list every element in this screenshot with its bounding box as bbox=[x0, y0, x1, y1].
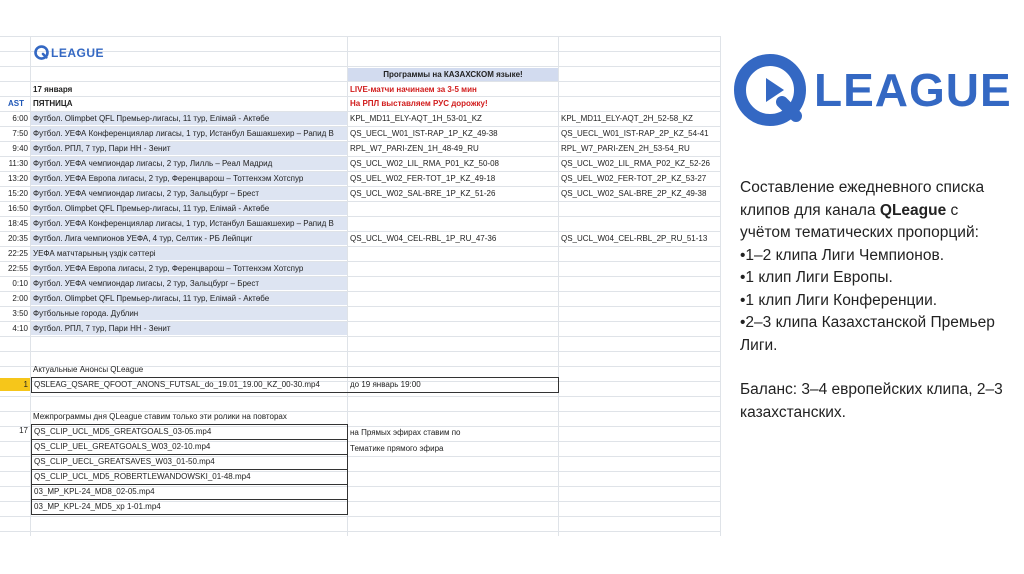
row-clip-2[interactable]: QS_UCL_W04_CEL-RBL_2P_RU_51-13 bbox=[561, 234, 708, 243]
row-clip-2[interactable]: KPL_MD11_ELY-AQT_2H_52-58_KZ bbox=[561, 114, 693, 123]
row-time[interactable]: 3:50 bbox=[12, 309, 28, 318]
grid-col-line bbox=[558, 36, 559, 536]
row-time[interactable]: 7:50 bbox=[12, 129, 28, 138]
row-title[interactable]: Футбол. УЕФА чемпиондар лигасы, 2 тур, Лилль – Реал Мадрид bbox=[31, 157, 347, 170]
grid-row-line bbox=[0, 51, 720, 52]
anons-num[interactable]: 1 bbox=[0, 378, 30, 391]
qleague-q-icon bbox=[34, 45, 49, 60]
timezone-cell: AST bbox=[8, 99, 24, 108]
spreadsheet bbox=[0, 36, 720, 536]
qleague-small-logo bbox=[34, 45, 104, 60]
grid-row-line bbox=[0, 36, 720, 37]
clip-item[interactable]: 03_MP_KPL-24_MD5_xp 1-01.mp4 bbox=[34, 502, 161, 511]
row-clip-1[interactable]: QS_UCL_W02_SAL-BRE_1P_KZ_51-26 bbox=[350, 189, 496, 198]
grid-row-line bbox=[0, 81, 720, 82]
row-time[interactable]: 11:30 bbox=[8, 159, 28, 168]
clip-item[interactable]: QS_CLIP_UCL_MD5_ROBERTLEWANDOWSKI_01-48.mp4 bbox=[34, 472, 251, 481]
desc-balance: Баланс: 3–4 европейских клипа, 2–3 казахстанских. bbox=[740, 381, 1003, 421]
grid-row-line bbox=[0, 396, 720, 397]
grid-row-line bbox=[0, 66, 720, 67]
grid-row-line bbox=[0, 351, 720, 352]
row-title[interactable]: Футбол. УЕФА чемпиондар лигасы, 2 тур, Зальцбург – Брест bbox=[31, 277, 347, 290]
row-clip-2[interactable]: QS_UCL_W02_SAL-BRE_2P_KZ_49-38 bbox=[561, 189, 707, 198]
row-clip-2[interactable]: RPL_W7_PARI-ZEN_2H_53-54_RU bbox=[561, 144, 690, 153]
row-time[interactable]: 2:00 bbox=[12, 294, 28, 303]
live-note: LIVE-матчи начинаем за 3-5 мин bbox=[350, 85, 477, 94]
row-clip-1[interactable]: RPL_W7_PARI-ZEN_1H_48-49_RU bbox=[350, 144, 479, 153]
row-title[interactable]: Футбольные города. Дублин bbox=[31, 307, 347, 320]
row-clip-1[interactable]: QS_UCL_W04_CEL-RBL_1P_RU_47-36 bbox=[350, 234, 497, 243]
grid-row-line bbox=[0, 531, 720, 532]
desc-bullet: •1 клип Лиги Европы. bbox=[740, 269, 893, 286]
desc-bullet: •1 клип Лиги Конференции. bbox=[740, 291, 938, 309]
row-clip-1[interactable]: QS_UCL_W02_LIL_RMA_P01_KZ_50-08 bbox=[350, 159, 499, 168]
row-title[interactable]: Футбол. УЕФА Европа лигасы, 2 тур, Ференцварош – Тоттенхэм Хотспур bbox=[31, 262, 347, 275]
clip-item[interactable]: QS_CLIP_UCL_MD5_GREATGOALS_03-05.mp4 bbox=[34, 427, 212, 436]
inter-note-1: на Прямых эфирах ставим по bbox=[350, 428, 461, 437]
row-clip-1[interactable]: QS_UEL_W02_FER-TOT_1P_KZ_49-18 bbox=[350, 174, 496, 183]
weekday-cell: ПЯТНИЦА bbox=[33, 99, 73, 108]
anons-until[interactable]: до 19 январь 19:00 bbox=[350, 380, 421, 389]
inter-note-2: Тематике прямого эфира bbox=[350, 444, 444, 453]
anons-header: Актуальные Анонсы QLeague bbox=[33, 365, 144, 374]
row-clip-2[interactable]: QS_UECL_W01_IST-RAP_2P_KZ_54-41 bbox=[561, 129, 709, 138]
row-time[interactable]: 13:20 bbox=[7, 174, 28, 183]
row-title[interactable]: Футбол. Лига чемпионов УЕФА, 4 тур, Селтик - РБ Лейпциг bbox=[31, 232, 347, 245]
row-time[interactable]: 15:20 bbox=[7, 189, 28, 198]
row-time[interactable]: 4:10 bbox=[12, 324, 28, 333]
clip-item[interactable]: QS_CLIP_UECL_GREATSAVES_W03_01-50.mp4 bbox=[34, 457, 215, 466]
row-clip-1[interactable]: QS_UECL_W01_IST-RAP_1P_KZ_49-38 bbox=[350, 129, 498, 138]
small-logo-text: LEAGUE bbox=[51, 45, 105, 60]
grid-col-line bbox=[720, 36, 721, 536]
row-time[interactable]: 22:55 bbox=[7, 264, 28, 273]
row-title[interactable]: Футбол. УЕФА Европа лигасы, 2 тур, Ференцварош – Тоттенхэм Хотспур bbox=[31, 172, 347, 185]
row-clip-2[interactable]: QS_UEL_W02_FER-TOT_2P_KZ_53-27 bbox=[561, 174, 707, 183]
grid-row-line bbox=[0, 516, 720, 517]
clip-item[interactable]: 03_MP_KPL-24_MD8_02-05.mp4 bbox=[34, 487, 155, 496]
clip-item[interactable]: QS_CLIP_UEL_GREATGOALS_W03_02-10.mp4 bbox=[34, 442, 211, 451]
row-clip-1[interactable]: KPL_MD11_ELY-AQT_1H_53-01_KZ bbox=[350, 114, 482, 123]
row-title[interactable]: Футбол. УЕФА чемпиондар лигасы, 2 тур, Зальцбург – Брест bbox=[31, 187, 347, 200]
desc-intro: Составление ежедневного списка клипов для канала bbox=[740, 179, 985, 219]
row-time[interactable]: 0:10 bbox=[12, 279, 28, 288]
row-title[interactable]: Футбол. УЕФА Конференциялар лигасы, 1 тур, Истанбул Башакшехир – Рапид В bbox=[31, 127, 347, 140]
row-time[interactable]: 18:45 bbox=[7, 219, 28, 228]
desc-bullet: •2–3 клипа Казахстанской Премьер Лиги. bbox=[740, 314, 995, 354]
desc-intro-2: с учётом тематических пропорций: bbox=[740, 201, 979, 241]
inter-num: 17 bbox=[19, 426, 28, 435]
logo-word: LEAGUE bbox=[814, 64, 1012, 116]
inter-header: Межпрограммы дня QLeague ставим только эти ролики на повторах bbox=[33, 412, 287, 421]
row-clip-2[interactable]: QS_UCL_W02_LIL_RMA_P02_KZ_52-26 bbox=[561, 159, 710, 168]
row-title[interactable]: Футбол. РПЛ, 7 тур, Пари НН - Зенит bbox=[31, 142, 347, 155]
row-time[interactable]: 16:50 bbox=[7, 204, 28, 213]
row-time[interactable]: 6:00 bbox=[12, 114, 28, 123]
row-title[interactable]: Футбол. Olimpbet QFL Премьер-лигасы, 11 тур, Елімай - Актөбе bbox=[31, 292, 347, 305]
row-title[interactable]: УЕФА матчтарының үздік сәттері bbox=[31, 247, 347, 260]
desc-bullet: •1–2 клипа Лиги Чемпионов. bbox=[740, 246, 945, 264]
rus-note: На PПЛ выставляем РУС дорожку! bbox=[350, 99, 488, 108]
programs-header: Программы на КАЗАХСКОМ языке! bbox=[348, 68, 558, 81]
qleague-logo bbox=[730, 50, 1012, 130]
description bbox=[740, 177, 1010, 424]
row-title[interactable]: Футбол. РПЛ, 7 тур, Пари НН - Зенит bbox=[31, 322, 347, 335]
row-time[interactable]: 22:25 bbox=[7, 249, 28, 258]
desc-bullets bbox=[740, 245, 1010, 358]
qleague-logo-icon bbox=[730, 50, 810, 130]
row-time[interactable]: 9:40 bbox=[12, 144, 28, 153]
desc-brand: QLeague bbox=[879, 201, 947, 219]
row-title[interactable]: Футбол. Olimpbet QFL Премьер-лигасы, 11 тур, Елімай - Актөбе bbox=[31, 202, 347, 215]
row-title[interactable]: Футбол. УЕФА Конференциялар лигасы, 1 тур, Истанбул Башакшехир – Рапид В bbox=[31, 217, 347, 230]
row-title[interactable]: Футбол. Olimpbet QFL Премьер-лигасы, 11 тур, Елімай - Актөбе bbox=[31, 112, 347, 125]
date-cell: 17 января bbox=[33, 85, 73, 94]
row-time[interactable]: 20:35 bbox=[7, 234, 28, 243]
anons-file[interactable]: QSLEAG_QSARE_QFOOT_ANONS_FUTSAL_do_19.01_19.00_KZ_00-30.mp4 bbox=[34, 380, 320, 389]
grid-row-line bbox=[0, 336, 720, 337]
